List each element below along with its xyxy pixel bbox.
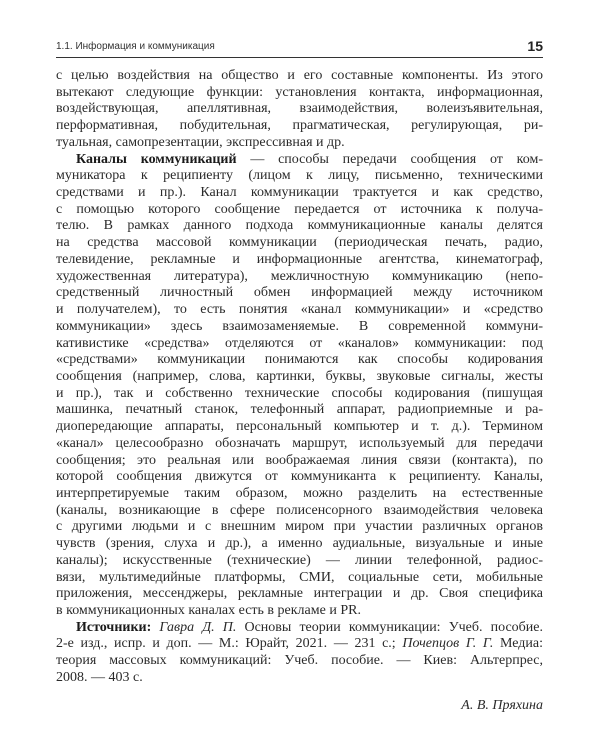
text-line: 2008. — 403 с. <box>56 669 143 685</box>
text-line: (каналы, возникающие в сфере полисенсорного взаимодействия человека <box>56 502 543 518</box>
text-line: и получателем), то есть понятия «канал коммуникации» и «средство <box>56 302 543 318</box>
text-line: в коммуникационных каналах есть в рекламе и PR. <box>56 603 361 618</box>
text-line: средствами и пр.). Канал коммуникации трактуется и как средство, <box>56 185 543 201</box>
body-text <box>56 68 543 687</box>
text-line: интерпретируемые таким образом, можно разделить на естественные <box>56 485 543 501</box>
source-author: Гавра Д. П. <box>159 619 237 635</box>
text-line: и пр.), так и собственно технические способы кодирования (пишущая <box>56 385 543 401</box>
text-line: сообщения; это реальная или воображаемая линия связи (контакта), по <box>56 452 543 468</box>
source-title: Медиа: <box>493 636 543 652</box>
text-line: чувств (зрения, слуха и др.), а именно аудиальные, визуальные и иные <box>56 536 543 552</box>
source-imprint: 2-е изд., испр. и доп. — М.: Юрайт, 2021. — 231 с.; <box>56 636 403 652</box>
text-line: коммуникации» здесь взаимозаменяемые. В современной коммуни- <box>56 318 543 334</box>
source-author: Почепцов Г. Г. <box>402 636 494 652</box>
text-line <box>56 152 543 169</box>
text-line <box>56 636 543 653</box>
text-line: приложения, мессенджеры, рекламные интеграции и др. Своя специфика <box>56 586 543 602</box>
text-line: художественная литература), межличностную коммуникацию (непо- <box>56 268 543 284</box>
text-line: каналы); искусственные (технические) — линии телефонной, радиос- <box>56 552 543 568</box>
text-line: сообщения (например, слова, картинки, буквы, звуковые сигналы, жесты <box>56 368 543 384</box>
text-line: средственный личностный обмен информацией между источником <box>56 285 543 301</box>
text-line: диопередающие аппараты, персональный компьютер и т. д.). Термином <box>56 419 543 435</box>
section-title: 1.1. Информация и коммуникация <box>56 41 215 52</box>
term-definition: — способы передачи сообщения от ком- <box>236 151 543 167</box>
text-line <box>56 620 543 637</box>
term-heading: Каналы коммуникаций <box>76 151 237 167</box>
author-signature: А. В. Пряхина <box>461 698 543 713</box>
text-line: воздействующая, апеллятивная, взаимодействия, волеизъявительная, <box>56 101 543 117</box>
sources-label: Источники: <box>76 619 152 635</box>
text-line: перформативная, побудительная, прагматическая, регулирующая, ри- <box>56 118 543 134</box>
paragraph-channels <box>56 152 543 620</box>
text-line: вытекают следующие функции: установления контакта, информационная, <box>56 84 543 100</box>
running-header <box>56 38 543 58</box>
text-line: с помощью которого сообщение передается от источника к получа- <box>56 201 543 217</box>
paragraph-functions <box>56 68 543 152</box>
sources-paragraph <box>56 620 543 687</box>
text-line: теория массовых коммуникаций: Учеб. пособие. — Киев: Альтерпрес, <box>56 653 543 669</box>
text-line: с целью воздействия на общество и его составные компоненты. Из этого <box>56 68 543 83</box>
text-line: на средства массовой коммуникации (периодическая печать, радио, <box>56 235 543 251</box>
text-line: муникатора к реципиенту (лицом к лицу, письменно, техническими <box>56 168 543 184</box>
text-line: телевидение, рекламные и информационные агентства, кинематограф, <box>56 251 543 267</box>
text-line: с другими людьми и с внешним миром при участии различных органов <box>56 519 543 535</box>
text-line: кативистике «средства» отделяются от «каналов» коммуникации: под <box>56 335 543 351</box>
text-line: вязи, мультимедийные платформы, СМИ, социальные сети, мобильные <box>56 569 543 585</box>
text-line: туальная, самопрезентации, экспрессивная и др. <box>56 134 345 150</box>
text-line: «канал» целесообразно обозначать маршрут, используемый для передачи <box>56 435 543 451</box>
text-line: машинка, печатный станок, телефонный аппарат, радиоприемные и ра- <box>56 402 543 418</box>
page-number: 15 <box>527 38 543 54</box>
source-title: Основы теории коммуникации: Учеб. пособие. <box>236 619 543 635</box>
text-line: телю. В рамках данного подхода коммуникационные каналы делятся <box>56 218 543 234</box>
text-line: которой сообщения движутся от коммуниканта к реципиенту. Каналы, <box>56 469 543 485</box>
text-line: «средствами» коммуникации понимаются как способы кодирования <box>56 352 543 368</box>
